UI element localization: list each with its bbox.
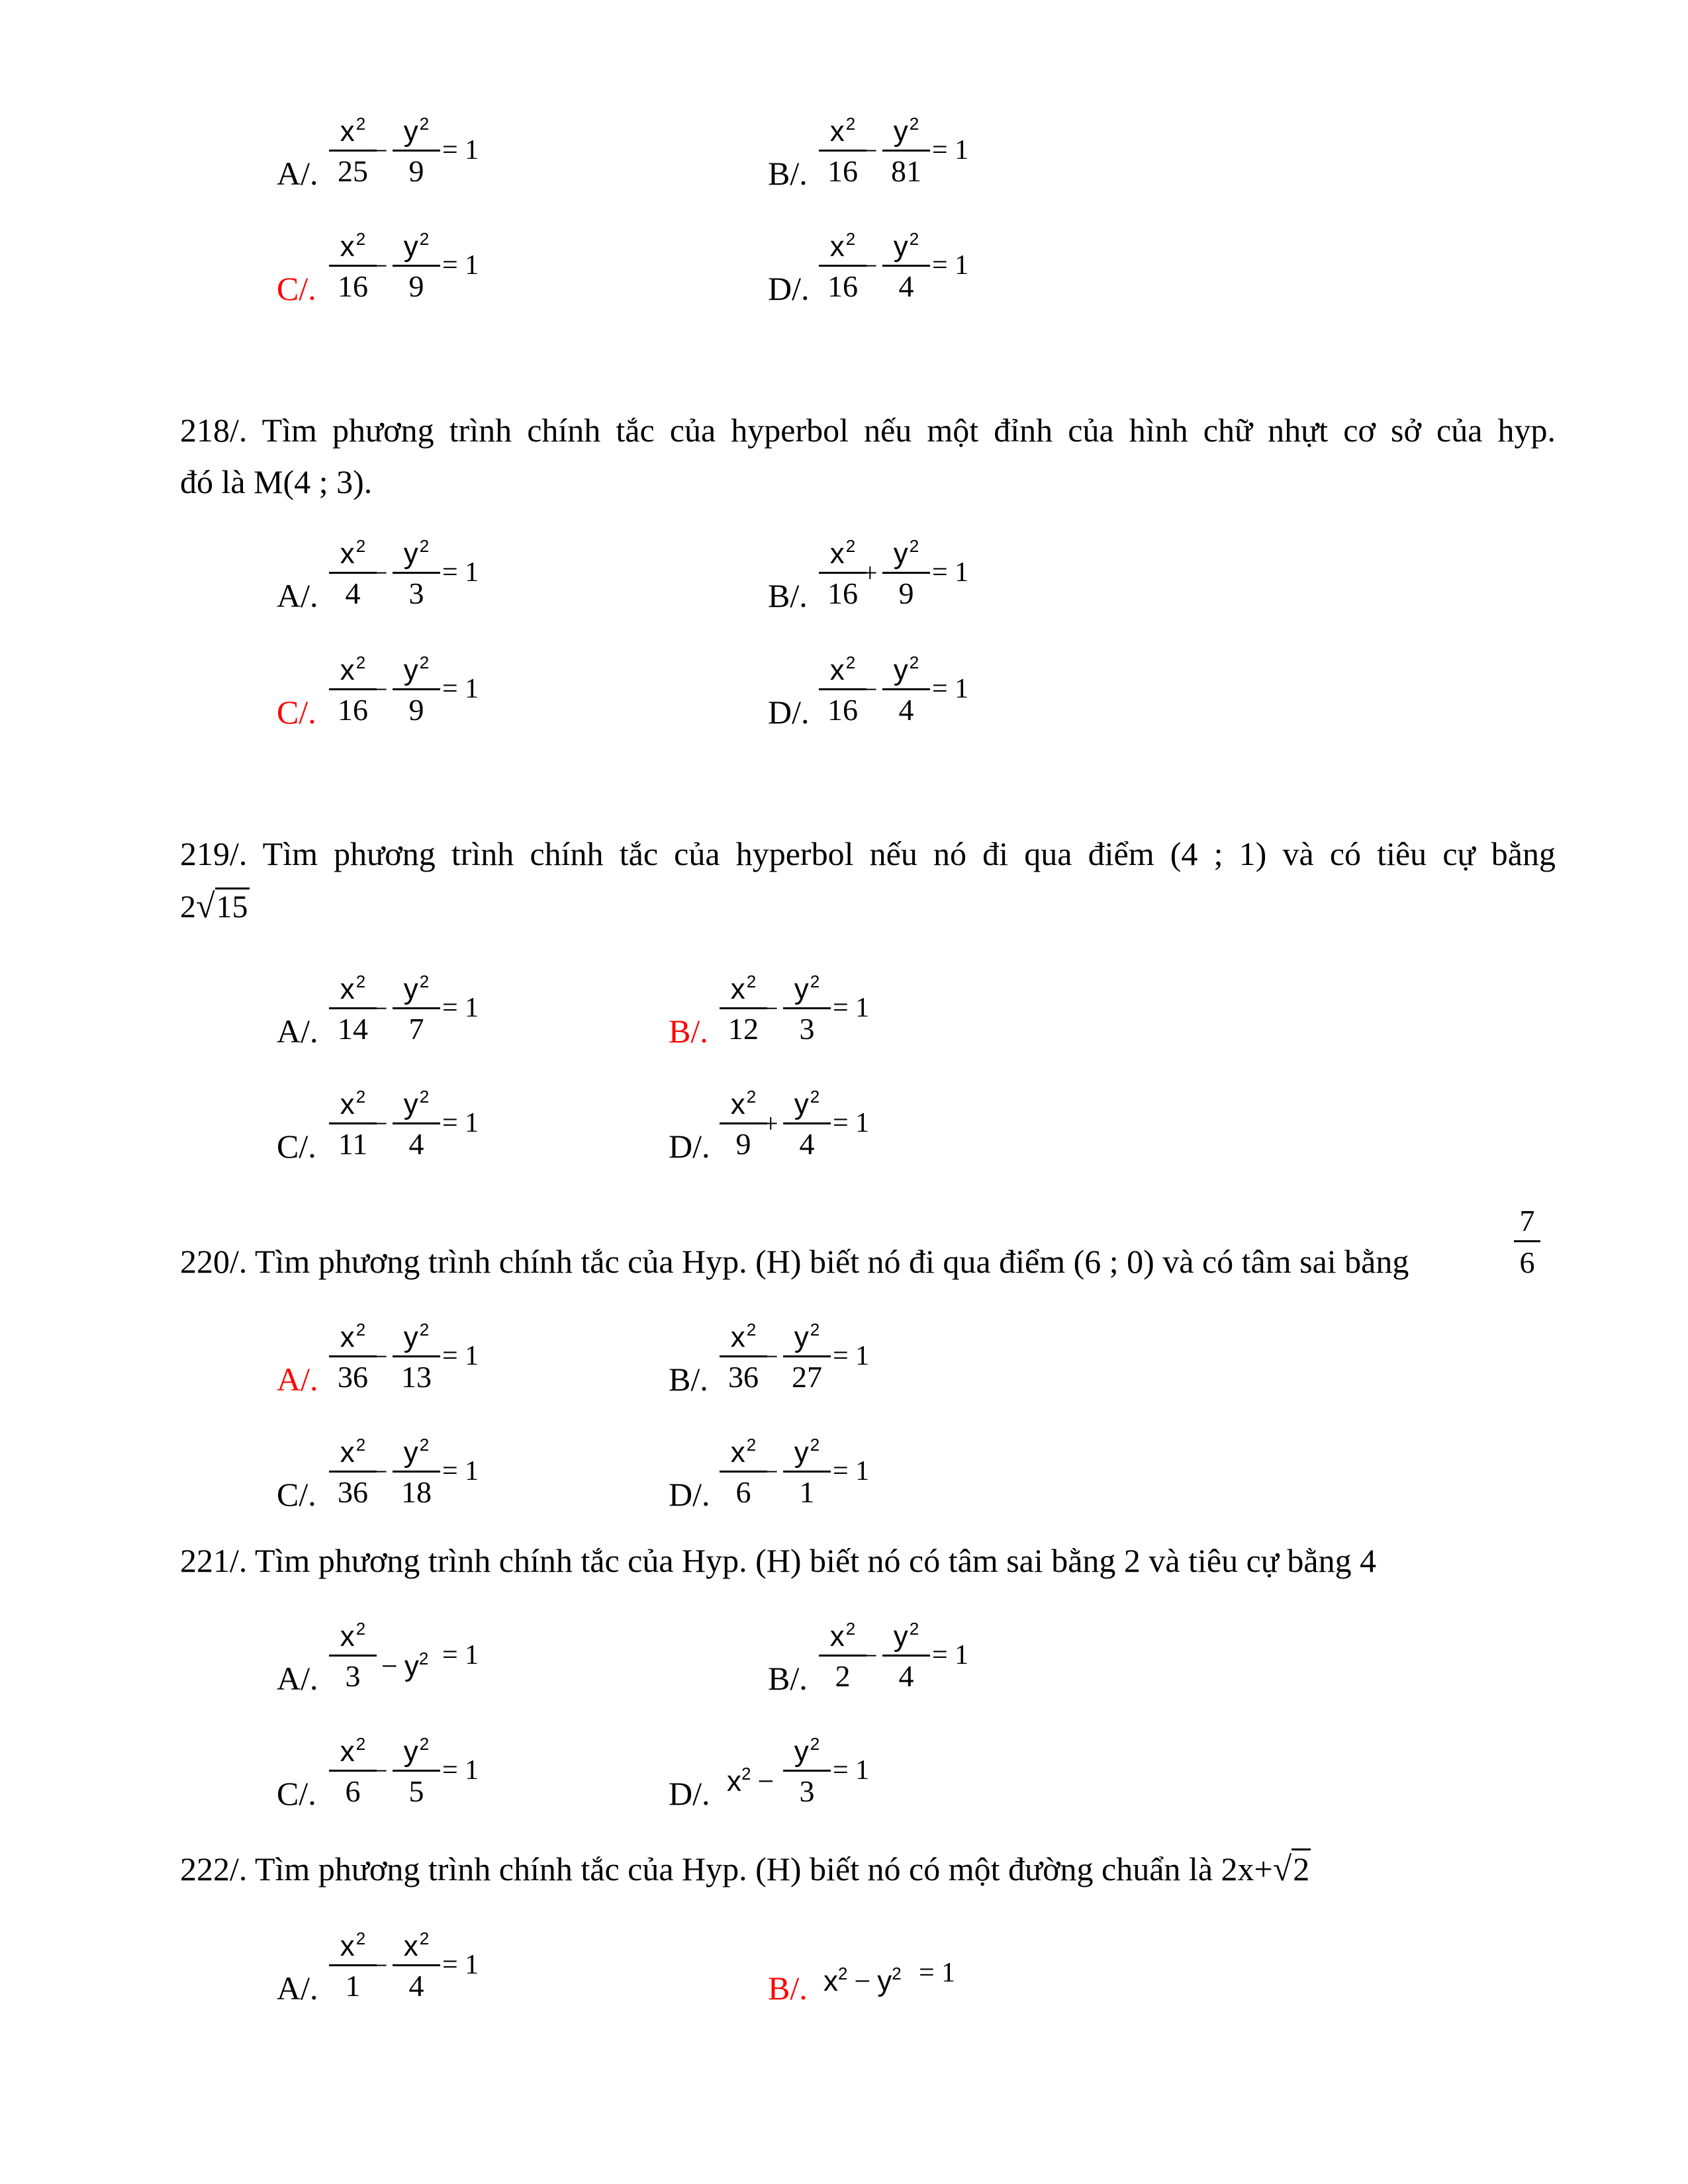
equals-one: = 1 [932,557,969,588]
plus-sign: + [863,558,878,588]
question-text-line: đó là M(4 ; 3). [180,463,373,500]
option-b-label: B/. [768,577,808,614]
minus-sign: − [763,1342,778,1371]
option-d-label: D/. [768,270,810,307]
equals-one: = 1 [833,1341,870,1371]
minus-sign: − [373,993,388,1023]
equals-one: = 1 [442,1640,479,1670]
minus-sign: − [763,993,778,1023]
eccentricity-fraction: 7 6 [1511,1203,1544,1280]
option-b-label: B/. [669,1361,708,1398]
option-b-label-answer: B/. [768,1970,808,2007]
minus-sign: − [373,1109,388,1138]
minus-sign: − [373,1950,388,1980]
equals-one: = 1 [442,674,479,704]
option-c-label: C/. [277,1128,316,1165]
minus-sign: − [373,251,388,281]
equals-one: = 1 [442,250,479,281]
minus-sign: − [373,674,388,704]
question-text-line: 219/. Tìm phương trình chính tắc của hyperbol nếu nó đi qua điểm (4 ; 1) và có tiêu cự bằng [180,835,1556,872]
equals-one: = 1 [932,135,969,165]
option-c-label-answer: C/. [277,694,316,731]
equals-one: = 1 [833,1755,870,1786]
option-d-label: D/. [669,1775,710,1812]
minus-sign: − [863,674,878,704]
minus-sign: − [863,1641,878,1670]
option-a-label-answer: A/. [277,1361,318,1398]
option-a-label: A/. [277,1660,318,1697]
minus-sign: − [373,1756,388,1786]
option-c-label: C/. [277,1775,316,1812]
minus-sign: − [863,251,878,281]
equals-one: = 1 [932,250,969,281]
equals-one: = 1 [442,1456,479,1486]
equals-one: = 1 [932,1640,969,1670]
minus-sign: − [863,136,878,165]
y-squared-term: − $y^2$ [381,1649,429,1682]
option-b-label-answer: B/. [669,1013,708,1050]
option-a-label: A/. [277,1013,318,1050]
equals-one: = 1 [442,135,479,165]
x-squared-minus-y-squared: $x^2 - y^2$ [823,1964,902,1997]
equals-one: = 1 [833,993,870,1023]
focal-length-value: 2√15 [180,887,248,925]
option-b-label: B/. [768,155,808,192]
question-text-line: 218/. Tìm phương trình chính tắc của hyperbol nếu một đỉnh của hình chữ nhựt cơ sở của hyp. [180,412,1556,449]
equals-one: = 1 [919,1958,956,1988]
question-text-line: 221/. Tìm phương trình chính tắc của Hyp. (H) biết nó có tâm sai bằng 2 và tiêu cự bằng 4 [180,1542,1377,1579]
option-d-label: D/. [669,1476,710,1513]
minus-sign: − [373,1342,388,1371]
minus-sign: − [373,136,388,165]
minus-sign: − [373,558,388,588]
equals-one: = 1 [833,1108,870,1138]
option-a-label: A/. [277,155,318,192]
option-b-label: B/. [768,1660,808,1697]
equals-one: = 1 [442,1950,479,1980]
option-d-label: D/. [768,694,810,731]
equals-one: = 1 [442,1341,479,1371]
equals-one: = 1 [442,1108,479,1138]
equals-one: = 1 [442,1755,479,1786]
option-c-label: C/. [277,1476,316,1513]
equals-one: = 1 [932,674,969,704]
option-c-label-answer: C/. [277,270,316,307]
question-text-line: 222/. Tìm phương trình chính tắc của Hyp. (H) biết nó có một đường chuẩn là 2x+√2 [180,1844,1311,1895]
option-a-label: A/. [277,577,318,614]
equals-one: = 1 [442,557,479,588]
equals-one: = 1 [833,1456,870,1486]
equals-one: = 1 [442,993,479,1023]
question-text-line: 220/. Tìm phương trình chính tắc của Hyp. (H) biết nó đi qua điểm (6 ; 0) và có tâm sai bằng [180,1243,1409,1280]
minus-sign: − [763,1457,778,1486]
plus-sign: + [763,1109,778,1138]
option-a-label: A/. [277,1970,318,2007]
option-d-label: D/. [669,1128,710,1165]
x-squared-term: $x^2$ − [727,1764,774,1797]
minus-sign: − [373,1457,388,1486]
